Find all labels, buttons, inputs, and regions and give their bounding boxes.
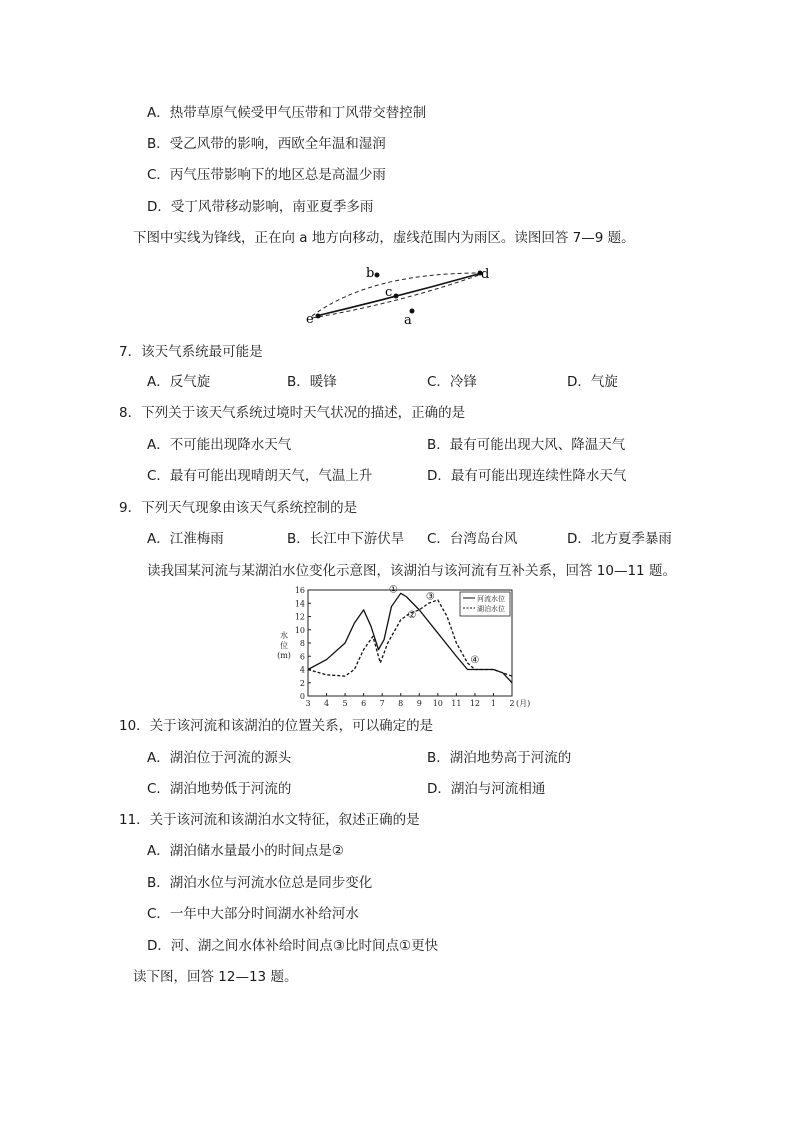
q6-option-d: D．受丁风带移动影响，南亚夏季多雨 <box>147 199 374 215</box>
point-b <box>375 273 380 278</box>
q7-option-a: A．反气旋 <box>147 374 211 390</box>
q11-stem: 11．关于该河流和该湖泊水文特征，叙述正确的是 <box>119 812 420 828</box>
y-axis-label: 水 <box>280 631 288 640</box>
q8-option-c: C．最有可能出现晴朗天气，气温上升 <box>147 468 373 484</box>
x-tick-label: 11 <box>451 699 462 708</box>
q8-option-d: D．最有可能出现连续性降水天气 <box>427 468 627 484</box>
x-tick-label: 5 <box>342 699 348 708</box>
q8-option-a: A．不可能出现降水天气 <box>147 437 292 453</box>
y-tick-label: 14 <box>294 599 305 609</box>
y-tick-label: 12 <box>294 612 305 622</box>
front-line <box>316 273 482 316</box>
lake-intro: 读我国某河流与某湖泊水位变化示意图，该湖泊与该河流有互补关系，回答 10—11 题。 <box>147 563 676 579</box>
y-tick-label: 2 <box>299 678 305 688</box>
q11-option-d: D．河、湖之间水体补给时间点③比时间点①更快 <box>147 938 439 954</box>
front-diagram <box>300 258 500 330</box>
y-tick-label: 0 <box>299 692 305 701</box>
y-tick-label: 6 <box>299 652 305 662</box>
y-axis-label: 位 <box>280 641 288 650</box>
point-e <box>316 314 321 319</box>
annotation-marker: ② <box>407 609 417 621</box>
x-tick-label: 8 <box>398 699 404 708</box>
q7-stem: 7．该天气系统最可能是 <box>119 344 263 360</box>
annotation-marker: ① <box>388 584 398 596</box>
q10-option-d: D．湖泊与河流相通 <box>427 781 546 797</box>
q9-option-c: C．台湾岛台风 <box>427 531 518 547</box>
water-level-chart <box>272 584 531 712</box>
q6-option-c: C．丙气压带影响下的地区总是高温少雨 <box>147 167 386 183</box>
label-d: d <box>481 267 490 282</box>
q12-intro: 读下图，回答 12—13 题。 <box>133 969 298 985</box>
q10-stem: 10．关于该河流和该湖泊的位置关系，可以确定的是 <box>119 718 434 734</box>
annotation-marker: ④ <box>470 654 480 666</box>
y-tick-label: 4 <box>299 665 305 675</box>
q9-option-a: A．江淮梅雨 <box>147 531 224 547</box>
x-tick-label: 10 <box>432 699 443 708</box>
q11-option-b: B．湖泊水位与河流水位总是同步变化 <box>147 875 373 891</box>
label-b: b <box>366 266 375 281</box>
x-tick-label: 2 <box>509 699 515 708</box>
x-tick-label: 6 <box>361 699 367 708</box>
q11-option-a: A．湖泊储水量最小的时间点是② <box>147 843 344 859</box>
q9-option-b: B．长江中下游伏旱 <box>287 531 405 547</box>
label-a: a <box>404 313 412 328</box>
label-e: e <box>306 312 314 327</box>
legend-label: 河流水位 <box>477 595 505 603</box>
q9-option-d: D．北方夏季暴雨 <box>567 531 672 547</box>
x-tick-label: 1 <box>490 699 497 708</box>
y-tick-label: 8 <box>299 639 305 648</box>
x-tick-label: 7 <box>379 699 385 708</box>
q7-option-c: C．冷锋 <box>427 374 477 390</box>
q10-option-c: C．湖泊地势低于河流的 <box>147 781 292 797</box>
q8-option-b: B．最有可能出现大风、降温天气 <box>427 437 626 453</box>
label-c: c <box>385 285 393 300</box>
x-tick-label: 3 <box>305 699 311 708</box>
q7-option-d: D．气旋 <box>567 374 618 390</box>
x-tick-label: 9 <box>416 699 422 708</box>
annotation-marker: ③ <box>425 591 435 603</box>
y-axis-label: (m) <box>277 651 291 660</box>
y-tick-label: 16 <box>294 586 305 595</box>
q9-stem: 9．下列天气现象由该天气系统控制的是 <box>119 500 358 516</box>
q8-stem: 8．下列关于该天气系统过境时天气状况的描述，正确的是 <box>119 405 466 421</box>
q6-option-a: A．热带草原气候受甲气压带和丁风带交替控制 <box>147 105 427 121</box>
y-tick-label: 10 <box>294 625 305 635</box>
q7-option-b: B．暖锋 <box>287 374 337 390</box>
x-axis-unit: (月) <box>516 699 531 708</box>
front-intro: 下图中实线为锋线，正在向 a 地方向移动，虚线范围内为雨区。读图回答 7—9 题。 <box>133 230 635 246</box>
point-c <box>394 294 399 299</box>
q11-option-c: C．一年中大部分时间湖水补给河水 <box>147 906 359 922</box>
q10-option-a: A．湖泊位于河流的源头 <box>147 750 292 766</box>
legend-label: 湖泊水位 <box>477 605 505 613</box>
x-tick-label: 12 <box>469 699 481 708</box>
q6-option-b: B．受乙风带的影响，西欧全年温和湿润 <box>147 136 386 152</box>
q10-option-b: B．湖泊地势高于河流的 <box>427 750 572 766</box>
x-tick-label: 4 <box>323 699 330 708</box>
